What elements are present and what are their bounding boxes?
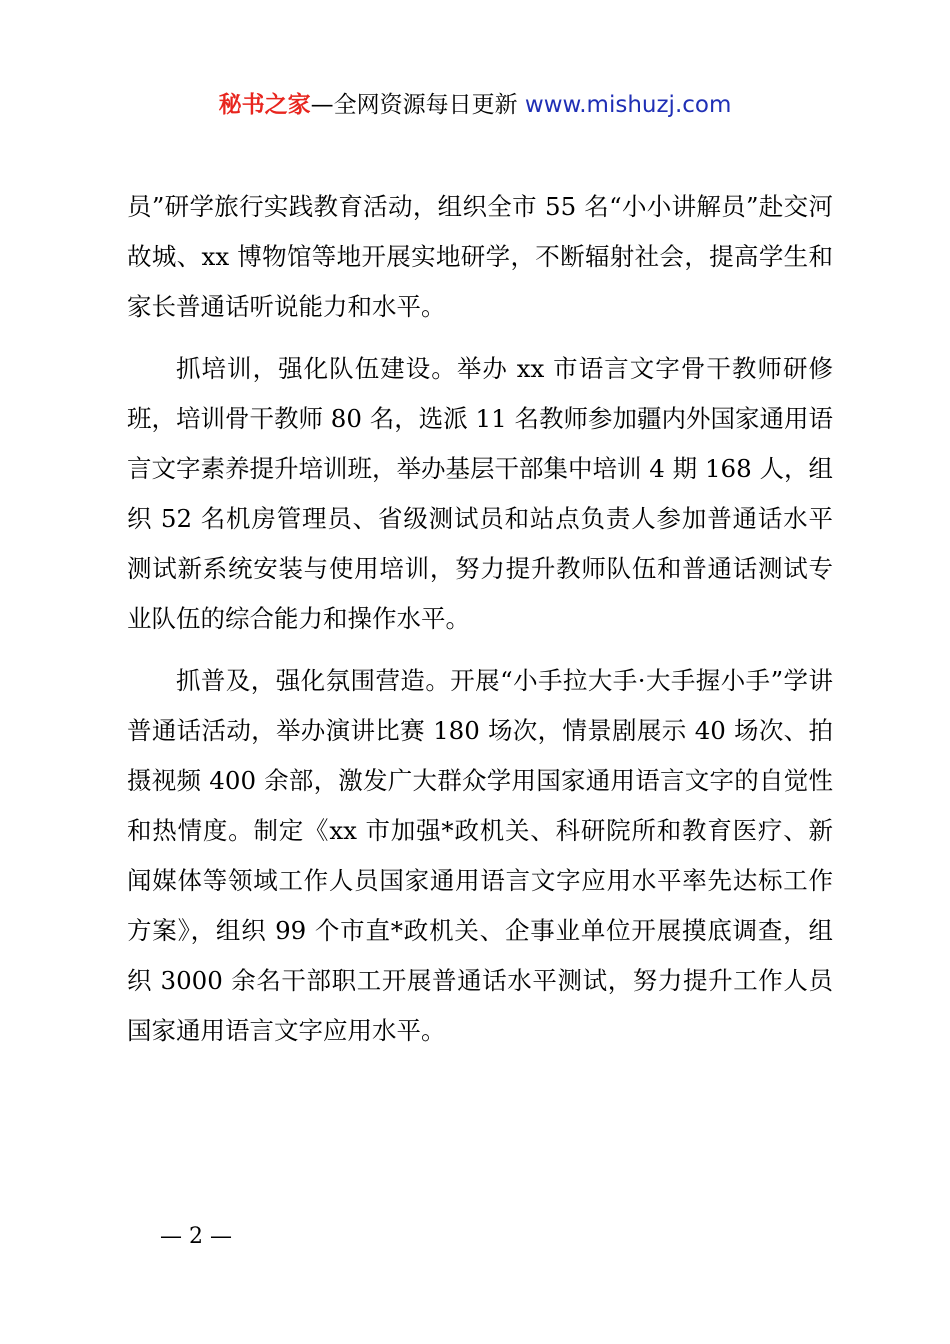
document-body [127, 182, 833, 1068]
paragraph-training: 抓培训，强化队伍建设。举办 xx 市语言文字骨干教师研修班，培训骨干教师 80 名，选派 11 名教师参加疆内外国家通用语言文字素养提升培训班，举办基层干部集中培训 4 期 168 人，组织 52 名机房管理员、省级测试员和站点负责人参加普通话水平测试新系统安装与使用培训，努力提升教师队伍和普通话测试专业队伍的综合能力和操作水平。 [127, 354, 833, 633]
brand-name: 秘书之家 [218, 92, 311, 118]
page-number: — 2 — [160, 1224, 232, 1249]
paragraph-popularization: 抓普及，强化氛围营造。开展“小手拉大手·大手握小手”学讲普通话活动，举办演讲比赛 180 场次，情景剧展示 40 场次、拍摄视频 400 余部，激发广大群众学用国家通用语言文字的自觉性和热情度。制定《xx 市加强*政机关、科研院所和教育医疗、新闻媒体等领域工作人员国家通用语言文字应用水平率先达标工作方案》，组织 99 个市直*政机关、企事业单位开展摸底调查，组织 3000 余名干部职工开展普通话水平测试，努力提升工作人员国家通用语言文字应用水平。 [127, 666, 833, 1045]
header-tagline: —全网资源每日更新 [310, 92, 525, 118]
page-header [0, 88, 950, 122]
paragraph-continuation: 员”研学旅行实践教育活动，组织全市 55 名“小小讲解员”赴交河故城、xx 博物馆等地开展实地研学，不断辐射社会，提高学生和家长普通话听说能力和水平。 [127, 192, 833, 321]
website-link[interactable]: www.mishuzj.com [524, 92, 732, 118]
